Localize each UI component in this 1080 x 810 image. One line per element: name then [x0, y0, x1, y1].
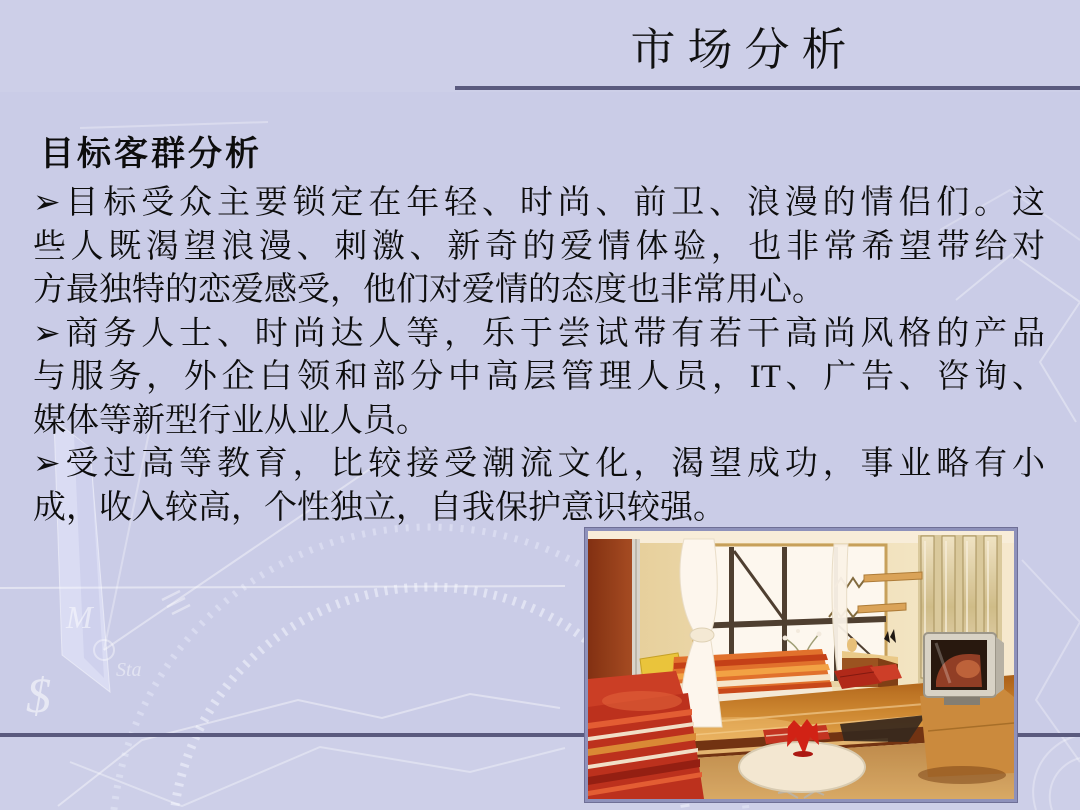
bullet-1-line-1: ➢目标受众主要锁定在年轻、时尚、前卫、浪漫的情侣们。这 [33, 185, 1045, 221]
title-underline [455, 86, 1080, 90]
room-photo-illustration [588, 531, 1014, 799]
svg-text:Sta: Sta [116, 659, 142, 681]
body-text [33, 132, 1045, 530]
svg-text:M: M [66, 599, 93, 635]
bullet-3-line-2: 成，收入较高，个性独立，自我保护意识较强。 [33, 489, 726, 526]
bullet-3-line-1: ➢受过高等教育，比较接受潮流文化，渴望成功，事业略有小 [33, 446, 1045, 482]
page-title: 市场分析 [630, 25, 859, 75]
svg-text:$: $ [26, 667, 51, 723]
bullet-2-line-2: 与服务，外企白领和部分中高层管理人员，IT、广告、咨询、 [33, 359, 1045, 395]
bullet-2-line-1: ➢商务人士、时尚达人等，乐于尝试带有若干高尚风格的产品 [33, 315, 1045, 352]
room-photo [585, 528, 1017, 802]
section-heading: 目标客群分析 [40, 136, 262, 173]
bullet-1-line-3: 方最独特的恋爱感受，他们对爱情的态度也非常用心。 [33, 272, 825, 308]
bullet-2-line-3: 媒体等新型行业从业人员。 [33, 402, 429, 439]
bullet-1-line-2: 些人既渴望浪漫、刺激、新奇的爱情体验，也非常希望带给对 [33, 228, 1045, 265]
